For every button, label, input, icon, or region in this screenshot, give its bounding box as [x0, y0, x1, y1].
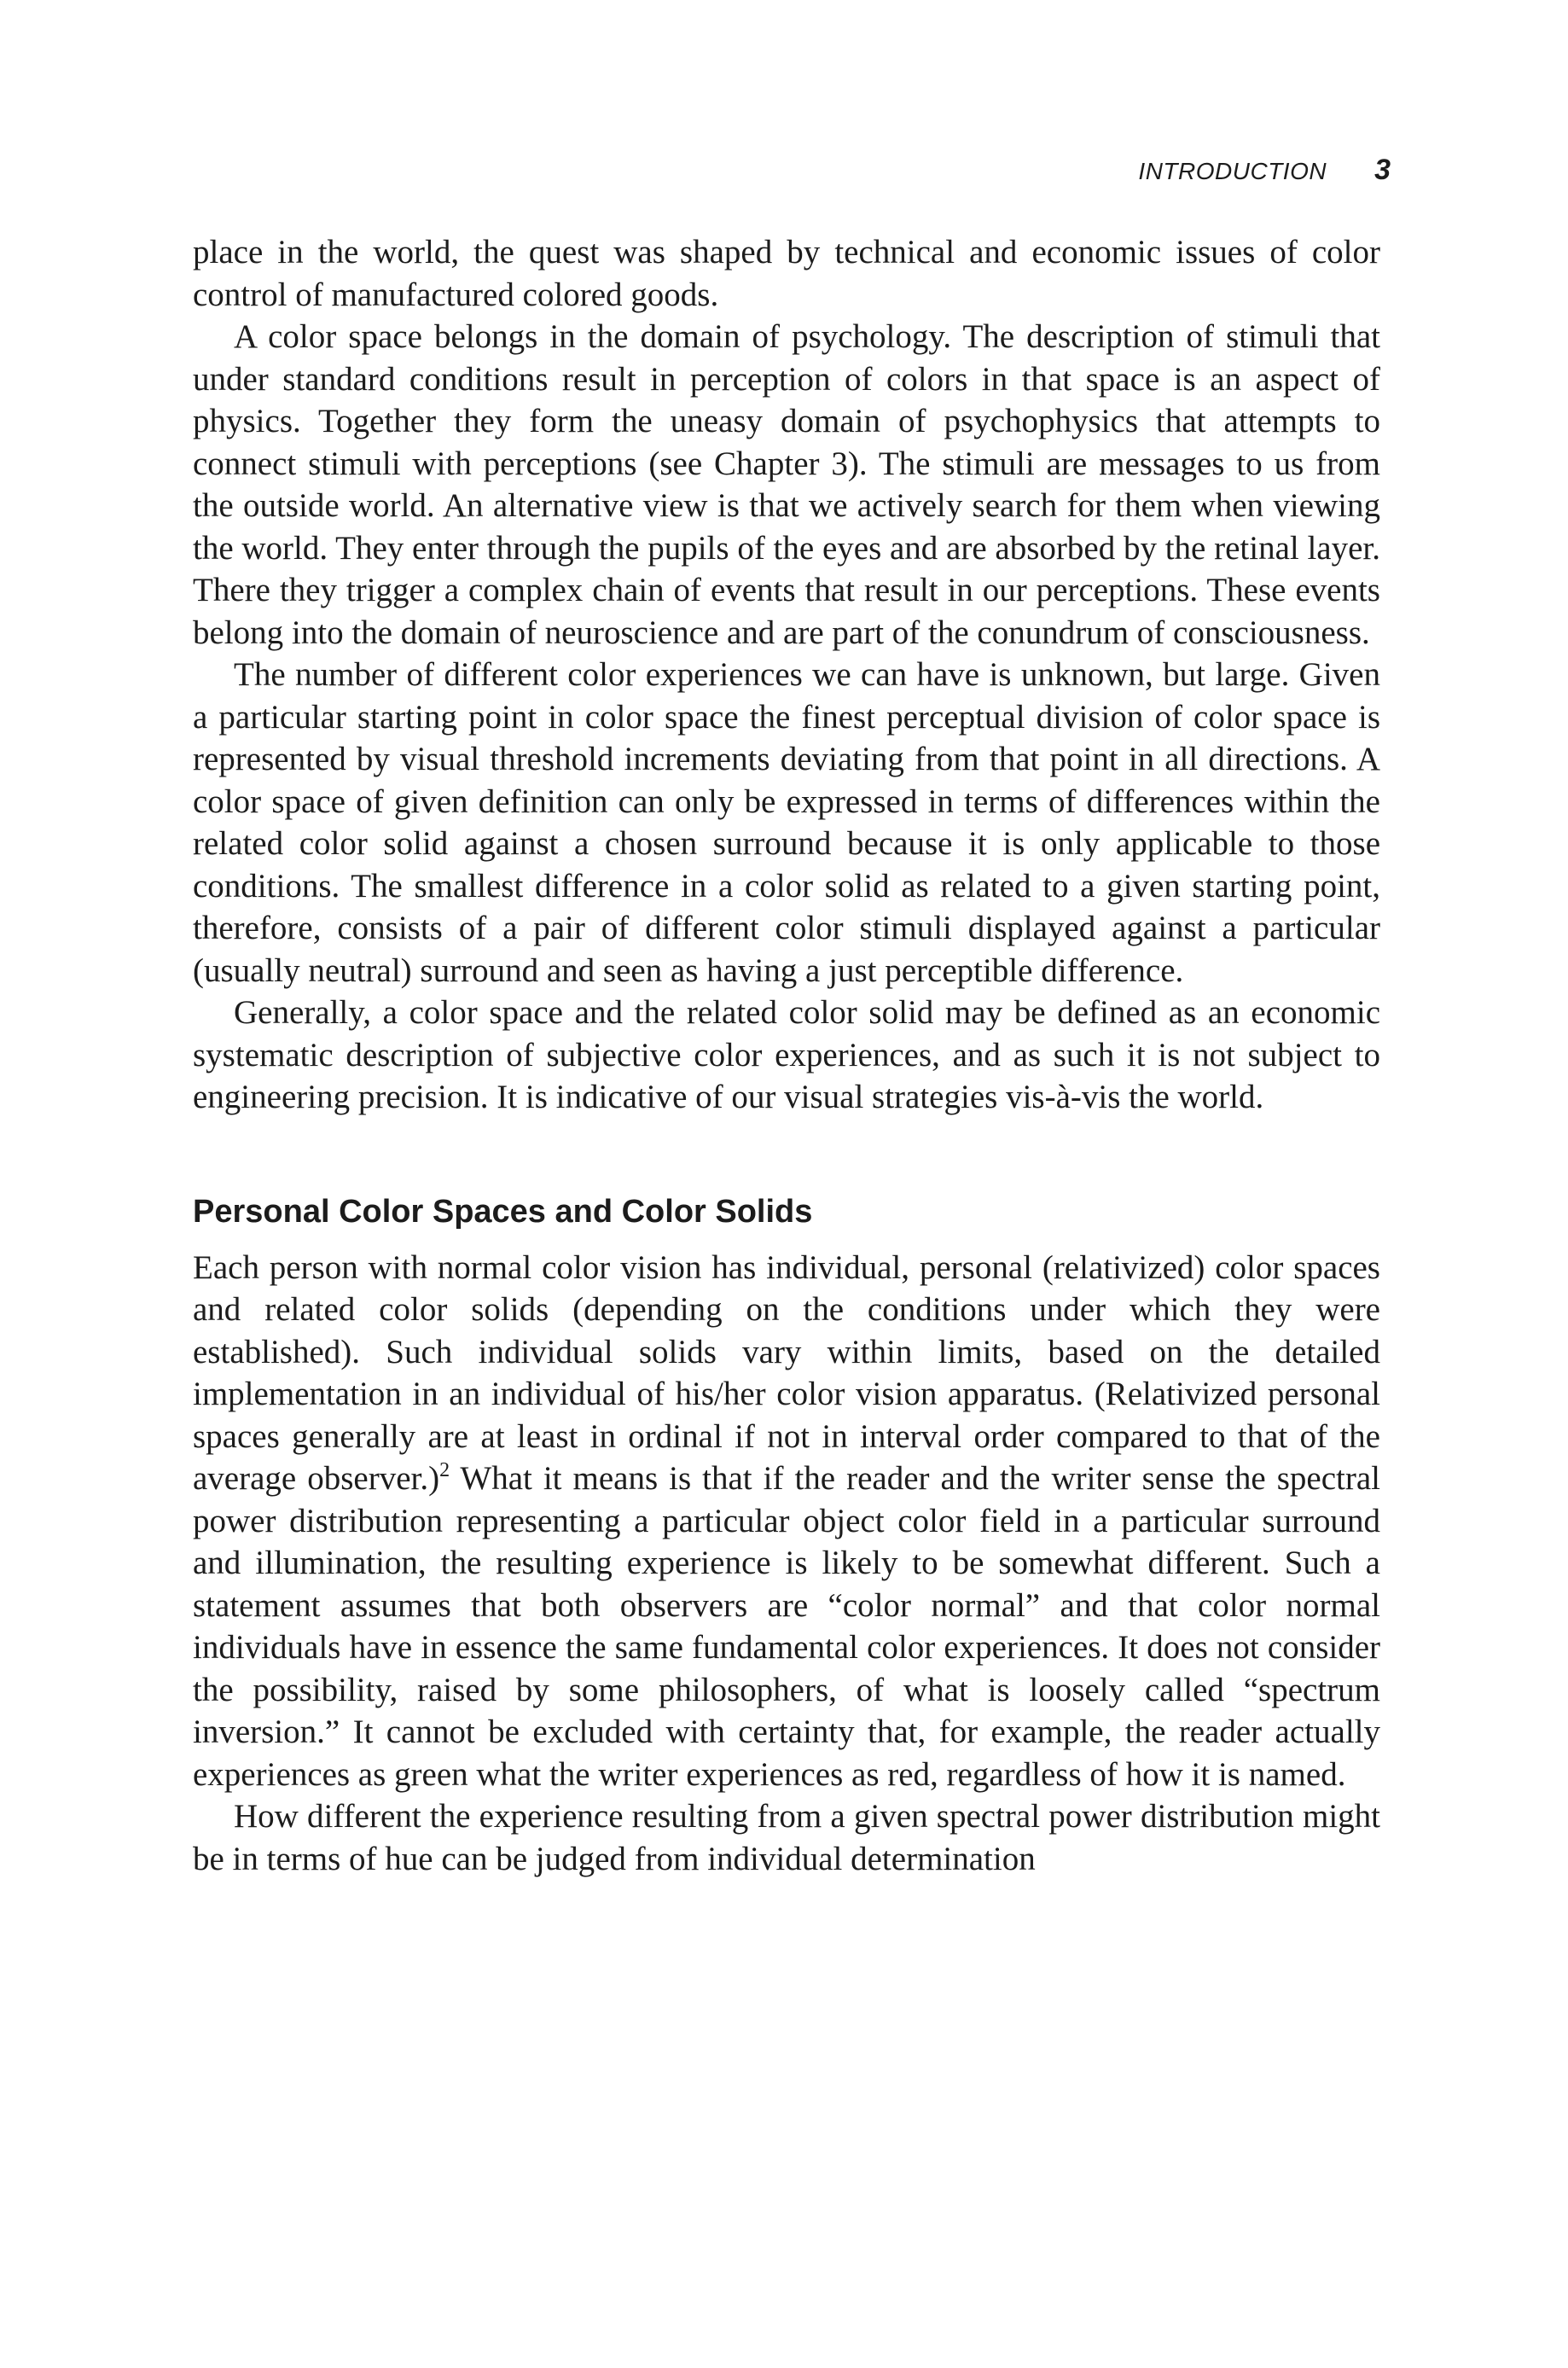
paragraph-continued: place in the world, the quest was shaped by technical and economic issues of color control of manufactured colored goods.	[193, 234, 1380, 313]
paragraph-color-space-definition: Generally, a color space and the related color solid may be defined as an economic systematic description of subjective color experiences, and as such it is not subject to engineering precision. It is indicative of our visual strategies vis-à-vis the world.	[193, 994, 1380, 1115]
paragraph-personal-color-spaces-part1: Each person with normal color vision has individual, personal (relativized) color spaces and related color solids (depending on the conditions under which they were established). Such individual solids vary within limits, based on the detailed implementation in an individual of his/her color vision apparatus. (Relativized personal spaces generally are at least in ordinal if not in interval order compared to that of the average observer.)	[193, 1248, 1380, 1497]
paragraph-color-space-psychology: A color space belongs in the domain of psychology. The description of stimuli that under standard conditions result in perception of colors in that space is an aspect of physics. Together they form the uneasy domain of psychophysics that attempts to connect stimuli with perceptions (see Chapter 3). The stimuli are messages to us from the outside world. An alternative view is that we actively search for them when viewing the world. They enter through the pupils of the eyes and are absorbed by the retinal layer. There they trigger a complex chain of events that result in our perceptions. These events belong into the domain of neuroscience and are part of the conundrum of consciousness.	[193, 318, 1381, 651]
paragraph-personal-color-spaces-part2: What it means is that if the reader and the writer sense the spectral power distribution representing a particular object color field in a particular surround and illumination, the resulting experience is likely to be somewhat different. Such a statement assumes that both observers are “color normal” and that color normal individuals have in essence the same fundamental color experiences. It does not consider the possibility, raised by some philosophers, of what is loosely called “spectrum inversion.” It cannot be excluded with certainty that, for example, the reader actually experiences as green what the writer experiences as red, regardless of how it is named.	[193, 1460, 1380, 1793]
paragraph-personal-color-spaces	[193, 1247, 1380, 1796]
page-number: 3	[1374, 154, 1391, 186]
footnote-marker: 2	[439, 1459, 450, 1481]
paragraph-hue-difference: How different the experience resulting from a given spectral power distribution might be in terms of hue can be judged from individual determination	[193, 1798, 1380, 1877]
body-text	[193, 231, 1380, 1880]
running-head-title: INTRODUCTION	[1138, 158, 1327, 184]
section-heading: Personal Color Spaces and Color Solids	[193, 1193, 813, 1230]
paragraph-color-experiences-number: The number of different color experiences we can have is unknown, but large. Given a particular starting point in color space the finest perceptual division of color space is represented by visual threshold increments deviating from that point in all directions. A color space of given definition can only be expressed in terms of differences within the related color solid against a chosen surround because it is only applicable to those conditions. The smallest difference in a color solid as related to a given starting point, therefore, consists of a pair of different color stimuli displayed against a particular (usually neutral) surround and seen as having a just perceptible difference.	[193, 656, 1380, 989]
running-head	[1066, 154, 1391, 187]
